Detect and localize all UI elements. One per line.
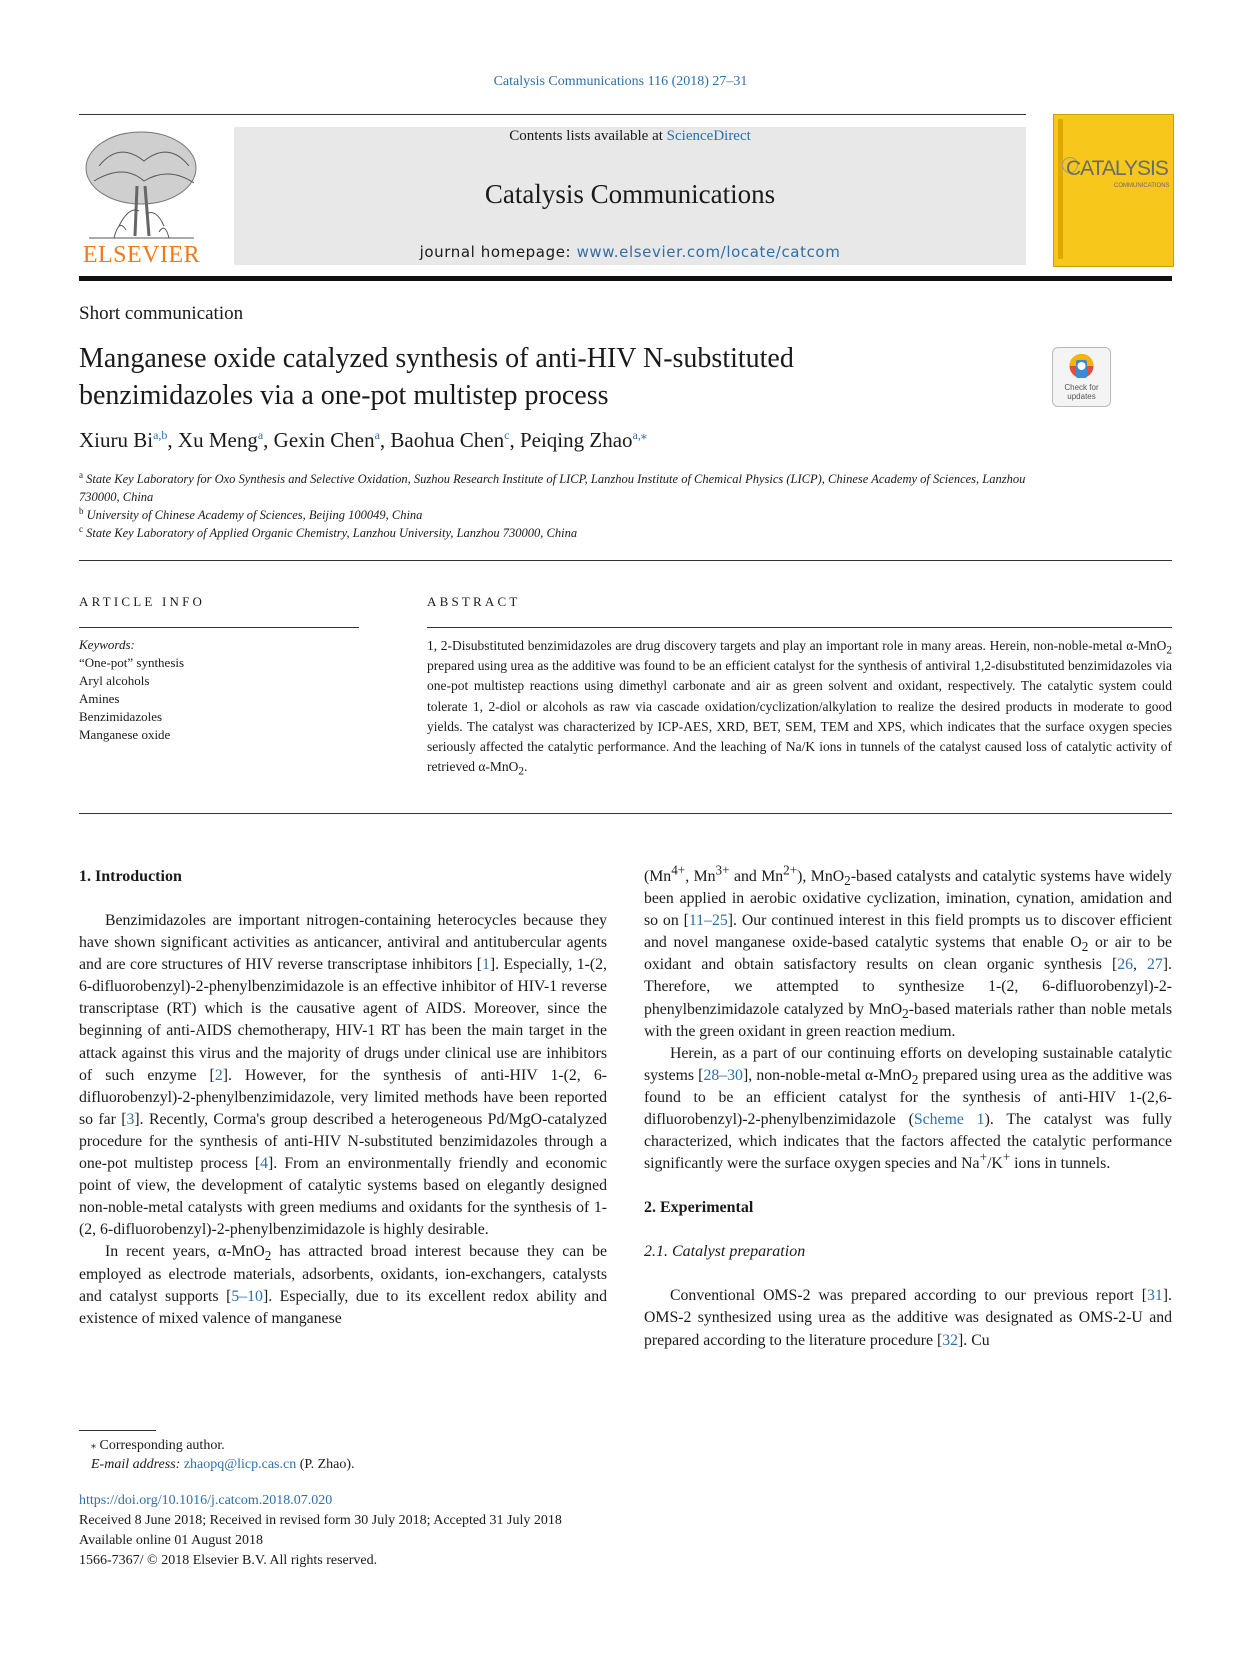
citation-link[interactable]: 5–10 xyxy=(231,1287,263,1305)
citation-link[interactable]: 4 xyxy=(260,1155,269,1173)
abstract-rule xyxy=(427,627,1172,628)
author-affiliation-mark[interactable]: c xyxy=(504,428,510,442)
abstract-bottom-rule xyxy=(79,813,1172,814)
affiliation xyxy=(79,524,1039,542)
author-affiliation-mark[interactable]: a xyxy=(257,428,264,442)
paragraph: ($Mn^{4+}$, $Mn^{3+}$ and $Mn^{2+}$), MnO$_2$-based catalysts and catalytic systems have widely been applied in aerobic oxidative cyclization, imination, cynation, amidation and so on [11–25]. Our continued interest in this field prompts us to discover efficient and novel manganese oxide-based catalytic systems that enable $O_2$ or air to be oxidant and obtain satisfactory results on clean organic synthesis [26, 27]. Therefore, we attempted to synthesize 1-(2, 6-difluorobenzyl)-2-phenylbenzimidazole catalyzed by MnO$_2$-based materials rather than noble metals with the green oxidant in green reaction medium. xyxy=(644,862,1173,1040)
affiliation-mark: c xyxy=(79,523,83,534)
affiliation xyxy=(79,470,1039,506)
abstract-heading: ABSTRACT xyxy=(427,594,521,609)
abstract-part: . xyxy=(524,759,528,775)
author-affiliation-mark[interactable]: a,b xyxy=(153,428,168,442)
journal-masthead xyxy=(234,127,1026,265)
citation-link[interactable]: 1 xyxy=(481,956,490,974)
author-list: Xiuru Bi$^{a,b}$, Xu Meng$^a$, Gexin Chen$^a$, Baohua Chen$^c$, Peiqing Zhao$^{a,⁎}$ xyxy=(79,428,647,452)
paragraph: Conventional OMS-2 was prepared according to our previous report [31]. OMS-2 synthesized using urea as the additive was designated as OMS-2-U and prepared according to the literature procedure [32]. Cu xyxy=(644,1287,1172,1349)
abstract-part: 1, 2-Disubstituted benzimidazoles are drug discovery targets and play an important role in many areas. Herein, non-noble-metal α-MnO xyxy=(427,638,1167,653)
homepage-prefix: journal homepage: xyxy=(419,243,577,261)
citation-link[interactable]: 27 xyxy=(1146,956,1163,974)
author-name: Peiqing Zhao xyxy=(519,428,633,452)
check-for-updates-label: Check for updates xyxy=(1064,383,1099,401)
author-name: Xiuru Bi xyxy=(79,428,154,452)
journal-reference[interactable]: Catalysis Communications 116 (2018) 27–31 xyxy=(493,74,748,89)
journal-cover-thumbnail[interactable] xyxy=(1053,114,1174,267)
citation-link[interactable]: 3 xyxy=(126,1110,135,1128)
corresponding-author-note: ⁎ Corresponding author. xyxy=(91,1438,225,1453)
article-type: Short communication xyxy=(79,303,244,324)
body-column-right xyxy=(644,862,1173,1352)
author-name: Baohua Chen xyxy=(390,428,505,452)
affiliation-text: State Key Laboratory of Applied Organic Chemistry, Lanzhou University, Lanzhou 730000, China xyxy=(86,526,578,540)
journal-homepage xyxy=(234,243,1026,261)
affiliation-text: State Key Laboratory for Oxo Synthesis and Selective Oxidation, Suzhou Research Institute of LICP, Lanzhou Institute of Chemical Physics (LICP), Chinese Academy of Sciences, Lanzhou 730000, China xyxy=(79,472,1026,504)
introduction-heading: 1. Introduction xyxy=(79,868,182,885)
keyword: Manganese oxide xyxy=(79,727,171,742)
title-line-2: benzimidazoles via a one-pot multistep process xyxy=(79,380,609,411)
keywords-list xyxy=(79,636,184,744)
author-affiliation-mark[interactable]: a,⁎ xyxy=(632,428,647,442)
header-rule xyxy=(79,114,1026,115)
author-name: Xu Meng xyxy=(177,428,258,452)
check-for-updates-badge[interactable] xyxy=(1052,347,1111,407)
citation-link[interactable]: 26 xyxy=(1117,956,1134,974)
body-column-left xyxy=(79,866,607,1330)
affiliation-text: University of Chinese Academy of Sciences, Beijing 100049, China xyxy=(86,508,423,522)
cover-title: CATALYSIS xyxy=(1066,157,1168,180)
keyword: “One-pot” synthesis xyxy=(79,655,185,670)
keyword: Aryl alcohols xyxy=(79,673,150,688)
email-note xyxy=(79,1455,355,1474)
experimental-heading: 2. Experimental xyxy=(644,1199,754,1217)
cover-subtitle: COMMUNICATIONS xyxy=(1114,183,1170,189)
paragraph: Benzimidazoles are important nitrogen-containing heterocycles because they have shown significant activities as anticancer, antiviral and antitubercular agents and are core structures of HIV reverse transcriptase inhibitors [1]. Especially, 1-(2, 6-difluorobenzyl)-2-phenylbenzimidazole is an effective inhibitor of HIV-1 reverse transcriptase (RT) which is the causative agent of AIDS. Moreover, since the beginning of anti-AIDS chemotherapy, HIV-1 RT has been the main target in the attack against this virus and the majority of drugs under clinical use are inhibitors of such enzyme [2]. However, for the synthesis of anti-HIV 1-(2, 6-difluorobenzyl)-2-phenylbenzimidazole, very limited methods have been reported so far [3]. Recently, Corma's group described a heterogeneous Pd/MgO-catalyzed procedure for the synthesis of anti-HIV N-substituted benzimidazoles through a one-pot multistep process [4]. From an environmentally friendly and economic point of view, the development of catalytic systems based on elegantly designed non-noble-metal catalysts with green mediums and oxidants for the synthesis of 1-(2, 6-difluorobenzyl)-2-phenylbenzimidazole is highly desirable. xyxy=(79,912,607,1239)
author-name: Gexin Chen xyxy=(273,428,375,452)
publication-info xyxy=(79,1491,562,1571)
affiliation xyxy=(79,506,1039,524)
email-label: E-mail address: xyxy=(91,1457,184,1472)
available-online: Available online 01 August 2018 xyxy=(79,1533,264,1548)
contents-prefix: Contents lists available at xyxy=(509,128,667,144)
elsevier-wordmark: ELSEVIER xyxy=(82,242,201,268)
homepage-link[interactable]: www.elsevier.com/locate/catcom xyxy=(576,243,841,261)
affiliations xyxy=(79,470,1039,542)
keywords-label: Keywords: xyxy=(79,637,135,652)
affiliation-rule xyxy=(79,560,1172,561)
contents-line xyxy=(234,128,1026,145)
citation-link[interactable]: 11–25 xyxy=(688,912,728,930)
abstract-part: prepared using urea as the additive was found to be an efficient catalyst for the synthesis of antiviral 1,2-disubstituted benzimidazoles via one-pot multistep reactions using dimethyl carbonate and air as green solvent and oxidant, respectively. The catalytic system could tolerate 1, 2-diol or alcohols as raw via cascade oxidation/cyclization/alkylation to realize the desired products in moderate to good yields. The catalyst was characterized by ICP-AES, XRD, BET, SEM, TEM and XPS, which indicates that the surface oxygen species seriously affected the catalytic performance. And the leaching of Na/K ions in tunnels of the catalyst caused loss of catalytic activity of retrieved α-MnO xyxy=(427,658,1172,775)
keyword: Amines xyxy=(79,691,120,706)
citation-link[interactable]: 2 xyxy=(214,1066,223,1084)
paragraph: Herein, as a part of our continuing efforts on developing sustainable catalytic systems [28–30], non-noble-metal α-MnO$_2$ prepared using urea as the additive was found to be an efficient catalyst for the synthesis of anti-HIV 1-(2,6-difluorobenzyl)-2-phenylbenzimidazole (Scheme 1). The catalyst was fully characterized, which indicates that the factors affected the catalytic performance significantly were the surface oxygen species and Na+/K+ ions in tunnels. xyxy=(644,1044,1172,1173)
affiliation-mark: a xyxy=(79,469,83,480)
footnote-rule xyxy=(79,1430,156,1431)
email-suffix: (P. Zhao). xyxy=(296,1457,355,1472)
citation-link[interactable]: 31 xyxy=(1146,1287,1163,1305)
abstract-text: 1, 2-Disubstituted benzimidazoles are drug discovery targets and play an important role in many areas. Herein, non-noble-metal α-MnO$_2$ prepared using urea as the additive was found to be an efficient catalyst for the synthesis of antiviral 1,2-disubstituted benzimidazoles via one-pot multistep reactions using dimethyl carbonate and air as green solvent and oxidant, respectively. The catalytic system could tolerate 1, 2-diol or alcohols as raw via cascade oxidation/cyclization/alkylation to realize the desired products in moderate to good yields. The catalyst was characterized by ICP-AES, XRD, BET, SEM, TEM and XPS, which indicates that the surface oxygen species seriously affected the catalytic performance. And the leaching of Na/K ions in tunnels of the catalyst caused loss of catalytic activity of retrieved α-MnO$_2$. xyxy=(427,638,1172,778)
email-link[interactable]: zhaopq@licp.cas.cn xyxy=(183,1457,297,1472)
author-affiliation-mark[interactable]: a xyxy=(374,428,380,442)
crossmark-icon xyxy=(1053,350,1110,384)
sciencedirect-link[interactable]: ScienceDirect xyxy=(666,128,751,144)
scheme-link[interactable]: Scheme 1 xyxy=(913,1111,985,1129)
article-info-rule xyxy=(79,627,359,628)
citation-link[interactable]: 32 xyxy=(942,1331,959,1349)
citation-link[interactable]: 28–30 xyxy=(703,1066,743,1084)
journal-name: Catalysis Communications xyxy=(484,179,776,209)
affiliation-mark: b xyxy=(79,505,84,516)
doi-link[interactable]: https://doi.org/10.1016/j.catcom.2018.07.020 xyxy=(79,1493,333,1508)
corresponding-author-text: Corresponding author. xyxy=(99,1438,225,1453)
footnotes xyxy=(79,1436,355,1474)
catalyst-preparation-heading: 2.1. Catalyst preparation xyxy=(644,1243,806,1261)
article-info-heading: ARTICLE INFO xyxy=(79,594,206,609)
paragraph: In recent years, α-MnO$_2$ has attracted broad interest because they can be employed as electrode materials, adsorbents, oxidants, ion-exchangers, catalysts and catalyst supports [5–10]. Especially, due to its excellent redox ability and existence of mixed valence of manganese xyxy=(79,1243,607,1327)
header-thick-rule xyxy=(79,276,1172,281)
copyright: 1566-7367/ © 2018 Elsevier B.V. All rights reserved. xyxy=(79,1553,378,1568)
title-line-1: Manganese oxide catalyzed synthesis of anti-HIV N-substituted xyxy=(79,343,794,374)
keyword: Benzimidazoles xyxy=(79,709,163,724)
received-dates: Received 8 June 2018; Received in revised form 30 July 2018; Accepted 31 July 2018 xyxy=(79,1513,562,1528)
article-title xyxy=(79,340,939,414)
